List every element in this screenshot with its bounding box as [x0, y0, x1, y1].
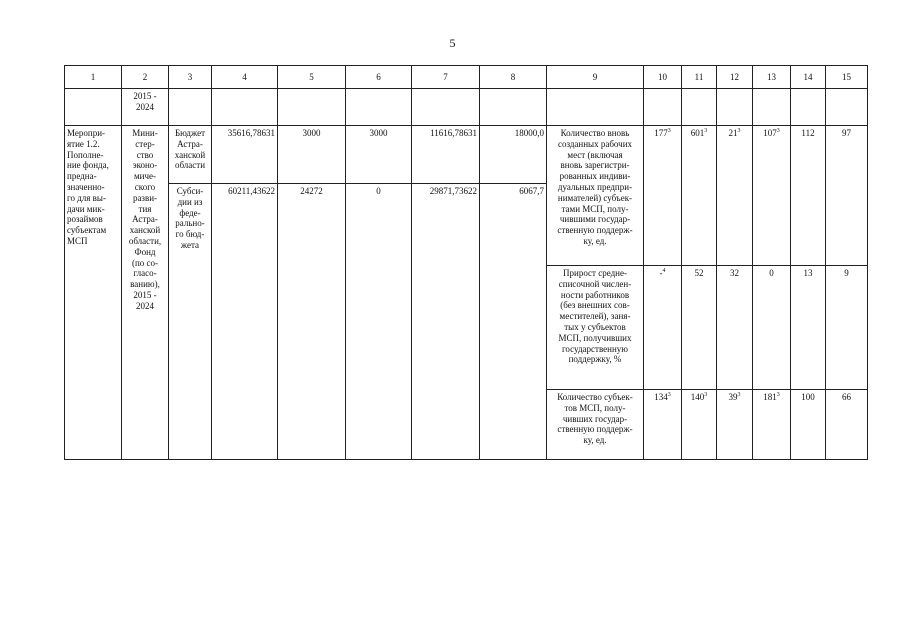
funding-col6: 3000 — [346, 126, 412, 184]
indicator-value: 9 — [826, 266, 868, 390]
footnote-mark: 3 — [776, 128, 780, 134]
indicator-value: 112 — [791, 126, 826, 266]
funding-col5: 24272 — [278, 184, 346, 460]
column-number-row — [65, 66, 868, 89]
footnote-mark: 3 — [737, 128, 741, 134]
column-number: 1 — [65, 66, 122, 89]
funding-total: 35616,78631 — [212, 126, 278, 184]
period-cell: 2015 - 2024 — [122, 89, 169, 126]
program-table — [64, 65, 868, 460]
funding-col8: 6067,7 — [480, 184, 547, 460]
column-number: 4 — [212, 66, 278, 89]
indicator-value: 177$^3$ — [644, 126, 682, 266]
column-number: 10 — [644, 66, 682, 89]
column-number: 9 — [547, 66, 644, 89]
footnote-mark: 3 — [737, 392, 741, 398]
indicator-value: 66 — [826, 390, 868, 460]
footnote-mark: 3 — [704, 392, 708, 398]
column-number: 11 — [682, 66, 717, 89]
indicator-value: 21$^3$ — [717, 126, 753, 266]
indicator-value: 140$^3$ — [682, 390, 717, 460]
indicator-value: -$^4$ — [644, 266, 682, 390]
funding-total: 60211,43622 — [212, 184, 278, 460]
funding-source: Субси- дии из феде- рально- го бюд- жета — [169, 184, 212, 460]
period-row — [65, 89, 868, 126]
column-number: 6 — [346, 66, 412, 89]
funding-col5: 3000 — [278, 126, 346, 184]
footnote-mark: 3 — [667, 392, 671, 398]
indicator-value: 52 — [682, 266, 717, 390]
funding-col7: 11616,78631 — [412, 126, 480, 184]
indicator-value: 181$^3$ — [753, 390, 791, 460]
column-number: 7 — [412, 66, 480, 89]
indicator-value: 13 — [791, 266, 826, 390]
column-number: 15 — [826, 66, 868, 89]
footnote-mark: 4 — [662, 268, 666, 274]
indicator-value: 107$^3$ — [753, 126, 791, 266]
measure-executor: Мини- стер- ство эконо- миче- ского разви- тия Астра- ханской области, Фонд (по со- гласо- ванию), 2015 - 2024 — [122, 126, 169, 460]
column-number: 8 — [480, 66, 547, 89]
indicator-value: 134$^3$ — [644, 390, 682, 460]
indicator-value: 32 — [717, 266, 753, 390]
indicator-value: 601$^3$ — [682, 126, 717, 266]
column-number: 14 — [791, 66, 826, 89]
column-number: 5 — [278, 66, 346, 89]
footnote-mark: 3 — [776, 392, 780, 398]
funding-row-regional — [65, 126, 868, 184]
indicator-value: 100 — [791, 390, 826, 460]
column-number: 3 — [169, 66, 212, 89]
footnote-mark: 3 — [667, 128, 671, 134]
indicator-value: 97 — [826, 126, 868, 266]
page-number: 5 — [449, 36, 456, 50]
column-number: 2 — [122, 66, 169, 89]
indicator-value: 0 — [753, 266, 791, 390]
footnote-mark: 3 — [704, 128, 708, 134]
column-number: 13 — [753, 66, 791, 89]
column-number: 12 — [717, 66, 753, 89]
indicator-name: Количество субъек- тов МСП, полу- чивших государ- ственную поддерж- ку, ед. — [547, 390, 644, 460]
funding-col6: 0 — [346, 184, 412, 460]
indicator-name: Количество вновь созданных рабочих мест (включая вновь зарегистри- рованных индиви- дуальных предпри- нимателей) субъек- тами МСП, полу- чившими государ- ственную поддерж- ку, ед. — [547, 126, 644, 266]
measure-name: Меропри- ятие 1.2. Пополне- ние фонда, предна- значенно- го для вы- дачи мик- розаймов субъектам МСП — [65, 126, 122, 460]
indicator-name: Прирост средне- списочной числен- ности работников (без внешних сов- местителей), заня- тых у субъектов МСП, получивших государственную поддержку, % — [547, 266, 644, 390]
indicator-value: 39$^3$ — [717, 390, 753, 460]
funding-source: Бюджет Астра- ханской области — [169, 126, 212, 184]
funding-col8: 18000,0 — [480, 126, 547, 184]
funding-col7: 29871,73622 — [412, 184, 480, 460]
